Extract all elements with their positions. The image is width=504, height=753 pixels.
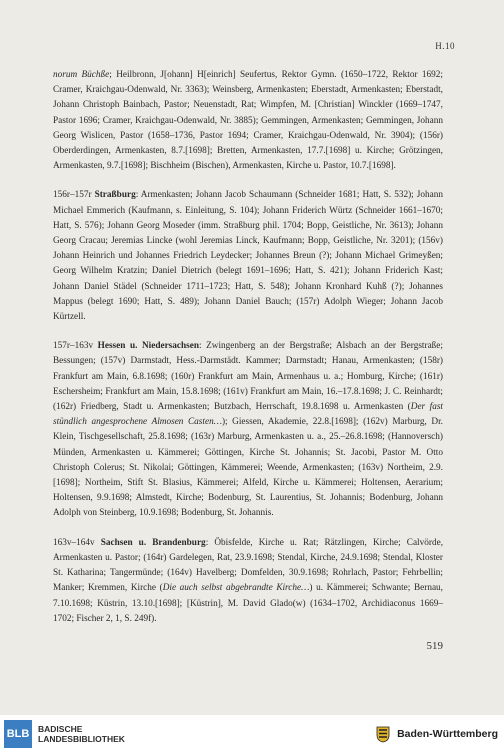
paragraph [53,68,443,174]
body-text [53,68,443,641]
section-heading: Sachsen u. Brandenburg [100,537,206,548]
footer-bar [0,715,504,753]
running-head: H.10 [435,41,455,51]
section-heading: Straßburg [94,190,136,201]
paragraph [53,339,443,521]
paragraph-segment: ) u. Kämmerei; Schwante; Bernau, 7.10.1698; Küstrin, 13.10.[1698]; [Küstrin], M. David Glado(w) (1634–1702, Archidiaconus 1669–1702; Fischer 2, 1, S. 249f). [53,583,443,624]
paragraph-segment: Der fast stündlich angesprochene Almosen Casten… [53,402,443,428]
blb-logo[interactable] [0,715,125,753]
paragraph-segment: ; Heilbronn, J[ohann] H[einrich] Seufertus, Rektor Gymn. (1650–1722, Rektor 1692; Cramer, Kraichgau-Odenwald, Nr. 3363); Weinsberg, Armenkasten; Eberstadt, Armenkasten; Eberstadt, Johann Christoph Bainbach, Pastor; Neuenstadt, Rat; Wimpfen, M. [Christian] Winckler (1669–1747, Pastor 1696; Cramer, Kraichgau-Odenwald, Nr. 3885); Gemmingen, Armenkasten; Gemmingen, Johann Georg Wislicen, Pastor (1658–1736, Pastor 1694; Cramer, Kraichgau-Odenwald, Nr. 3904); (156r) Oberderdingen, Armenkasten, 8.7.[1698]; Bretten, Armenkasten, 17.7.[1698] u. Kirche; Grötzingen, Armenkasten, 9.7.[1698]; Bischheim (Bischen), Armenkasten, Kirche u. Pastor, 10.7.[1698]. [53,70,443,172]
paragraph [53,188,443,325]
bw-logo-text: Baden-Württemberg [397,728,498,740]
paragraph-segment: ); Giessen, Akademie, 22.8.[1698]; (162v) Marburg, Dr. Klein, Tischgesellschaft, 25.8.1698; (163r) Marburg, Armenkasten u. a., 25.–26.8.1698; (Hannoversch) Münden, Armenkasten u. Kämmerei; Göttingen, Kirche St. Johannis; St. Jacobi, Pastor M. Otto Christoph Colerus; St. Nikolai; Göttingen, Kämmerei; Weende, Armenkasten; (163v) Northeim, 2.9.[1698]; Northeim, Stift St. Blasius, Kämmerei; Alfeld, Kirche u. Kämmerei; Holtensen, Aerarium; Holtensen, 9.9.1698; Almstedt, Kirche; Bodenburg, St. Laurentius, St. Johannis; Bodenburg, Johann Adolph von Steinberg, 10.9.1698; Bodenburg, St. Johannis. [53,417,443,519]
blb-logo-text [38,724,125,744]
paragraph-segment: : Öbisfelde, Kirche u. Rat; Rätzlingen, Kirche; Calvörde, Armenkasten u. Pastor; (164r) Gardelegen, Rat, 23.9.1698; Stendal, Kirche, 24.9.1698; Stendal, Kloster St. Katharina; Tangermünde; (164v) Havelberg; Domfelden, 30.9.1698; Rohrlach, Pastor; Fehrbellin; Manker; Kremmen, Kirche ( [53,537,444,594]
paragraph-segment: 157r–163v [53,341,98,352]
paragraph-segment: norum Büchße [53,70,110,80]
blb-logo-line2: LANDESBIBLIOTHEK [38,734,125,744]
paragraph-segment: 156r–157r [53,190,95,201]
page-number: 519 [426,640,443,652]
section-heading: Hessen u. Niedersachsen [97,341,199,352]
paragraph-segment: Die auch selbst abgebrandte Kirche… [162,583,310,594]
paragraph-segment: : Zwingenberg an der Bergstraße; Alsbach an der Bergstraße; Bessungen; (157v) Darmstadt, Hess.-Darmstädt. Kammer; Darmstadt; Hanau, Armenkasten; (158r) Frankfurt am Main, 6.8.1698; (160r) Frankfurt am Main, Armenhaus u. a.; Homburg, Kirche; (161r) Eschersheim; Frankfurt am Main, 15.8.1698; (161v) Frankfurt am Main, 16.–17.8.1698; J. C. Reinhardt; (162r) Friedberg, Stadt u. Armenkasten; Butzbach, Herrschaft, 19.8.1698 u. Armenkasten ( [53,341,443,413]
paragraph-segment: 163v–164v [53,537,101,548]
paragraph [53,536,443,627]
bw-logo[interactable] [375,725,498,743]
blb-logo-mark: BLB [4,720,32,748]
paragraph-segment: : Armenkasten; Johann Jacob Schaumann (Schneider 1681; Hatt, S. 532); Johann Michael Emmerich (Kaufmann, s. Einleitung, S. 104); Johann Friderich Würtz (Schneider 1661–1670; Hatt, S. 576); Johann Georg Moseder (imm. Straßburg phil. 1704; Bopp, Geistliche, Nr. 3613); Johann Georg Cracau; Jeremias Lincke (wohl Jeremias Linck, Kaufmann; Bopp, Geistliche, Nr. 3201); (156v) Johann Heinrich und Johannes Friedrich Leydecker; Johannes Breun (?); Johann Michael Grimeyßen; Georg Wilhelm Kratzin; Daniel Dietrich (belegt 1691–1696; Hatt, S. 421); Johann Friderich Kast; Johann Daniel Städel (Schneider 1711–1723; Hatt, S. 548); Johann Kronhard Kuhß (?); Johannes Mappus (belegt 1690; Hatt, S. 489); Johann Daniel Bauch; (157r) Adolph Wieger; Johann Jacob Kürtzell. [53,190,443,323]
lions-crest-icon [375,725,391,743]
blb-logo-line1: BADISCHE [38,724,83,734]
